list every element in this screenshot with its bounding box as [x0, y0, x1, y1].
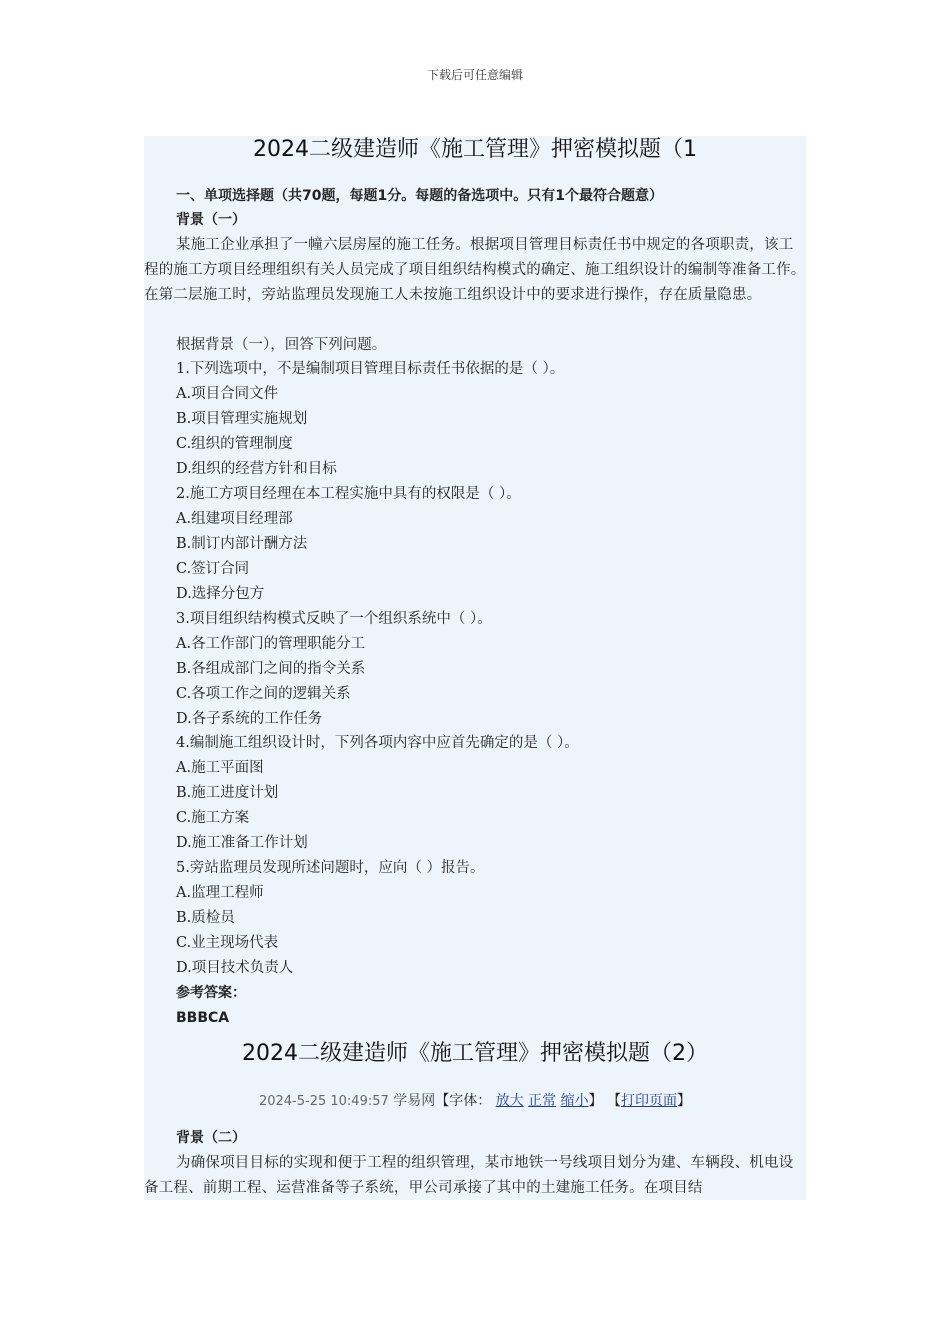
- font-label: 【字体：: [435, 1093, 492, 1109]
- option-3b: B.各组成部门之间的指令关系: [176, 661, 366, 677]
- option-2b: B.制订内部计酬方法: [176, 536, 308, 552]
- option-4c: C.施工方案: [176, 810, 250, 826]
- option-5b: B.质检员: [176, 910, 235, 926]
- font-shrink-link[interactable]: 缩小: [560, 1093, 589, 1109]
- font-normal-link[interactable]: 正常: [528, 1093, 557, 1109]
- print-open-bracket: 【: [607, 1093, 622, 1109]
- background-label: 背景（一）: [176, 212, 246, 228]
- option-2a: A.组建项目经理部: [176, 511, 293, 527]
- question-1: 1.下列选项中，不是编制项目管理目标责任书依据的是（ ）。: [176, 361, 565, 377]
- section-heading: 一、单项选择题（共70题，每题1分。每题的备选项中。只有1个最符合题意）: [176, 188, 663, 204]
- question-4: 4.编制施工组织设计时，下列各项内容中应首先确定的是（ ）。: [176, 735, 579, 751]
- background-2-label: 背景（二）: [176, 1130, 246, 1146]
- option-4d: D.施工准备工作计划: [176, 835, 308, 851]
- background-paragraph: 某施工企业承担了一幢六层房屋的施工任务。根据项目管理目标责任书中规定的各项职责，该工程的施工方项目经理组织有关人员完成了项目组织结构模式的确定、施工组织设计的编制等准备工作。在第二层施工时，旁站监理员发现施工人未按施工组织设计中的要求进行操作，存在质量隐患。: [144, 237, 806, 303]
- header-note: 下载后可任意编辑: [426, 68, 523, 82]
- source-name: 学易网: [393, 1093, 436, 1109]
- question-2: 2.施工方项目经理在本工程实施中具有的权限是（ ）。: [176, 486, 521, 502]
- option-5c: C.业主现场代表: [176, 935, 279, 951]
- article-meta: [144, 1090, 806, 1113]
- option-4b: B.施工进度计划: [176, 785, 279, 801]
- answer-value: BBBCA: [176, 1010, 230, 1026]
- option-2c: C.签订合同: [176, 561, 250, 577]
- option-3c: C.各项工作之间的逻辑关系: [176, 686, 351, 702]
- option-1a: A.项目合同文件: [176, 386, 279, 402]
- option-2d: D.选择分包方: [176, 586, 265, 602]
- option-3a: A.各工作部门的管理职能分工: [176, 636, 366, 652]
- question-3: 3.项目组织结构模式反映了一个组织系统中（ ）。: [176, 611, 492, 627]
- answer-label: 参考答案：: [176, 985, 246, 1001]
- article-title-2: 2024二级建造师《施工管理》押密模拟题（2）: [242, 1041, 708, 1066]
- option-3d: D.各子系统的工作任务: [176, 711, 323, 727]
- option-1d: D.组织的经营方针和目标: [176, 461, 337, 477]
- option-1c: C.组织的管理制度: [176, 436, 293, 452]
- article-title: 2024二级建造师《施工管理》押密模拟题（1: [253, 137, 697, 162]
- option-5d: D.项目技术负责人: [176, 960, 294, 976]
- background-2-paragraph: 为确保项目目标的实现和便于工程的组织管理，某市地铁一号线项目划分为建、车辆段、机电设备工程、前期工程、运营准备等子系统，甲公司承接了其中的土建施工任务。在项目结: [144, 1155, 794, 1196]
- font-enlarge-link[interactable]: 放大: [495, 1093, 524, 1109]
- font-close-bracket: 】: [588, 1093, 603, 1109]
- background-prompt: 根据背景（一），回答下列问题。: [176, 337, 387, 353]
- option-1b: B.项目管理实施规划: [176, 411, 308, 427]
- print-close-bracket: 】: [677, 1093, 692, 1109]
- print-page-link[interactable]: 打印页面: [621, 1093, 678, 1109]
- article-panel: [144, 136, 806, 1200]
- option-4a: A.施工平面图: [176, 760, 264, 776]
- option-5a: A.监理工程师: [176, 885, 264, 901]
- question-5: 5.旁站监理员发现所述问题时，应向（ ）报告。: [176, 860, 485, 876]
- publish-date: 2024-5-25 10:49:57: [258, 1094, 389, 1109]
